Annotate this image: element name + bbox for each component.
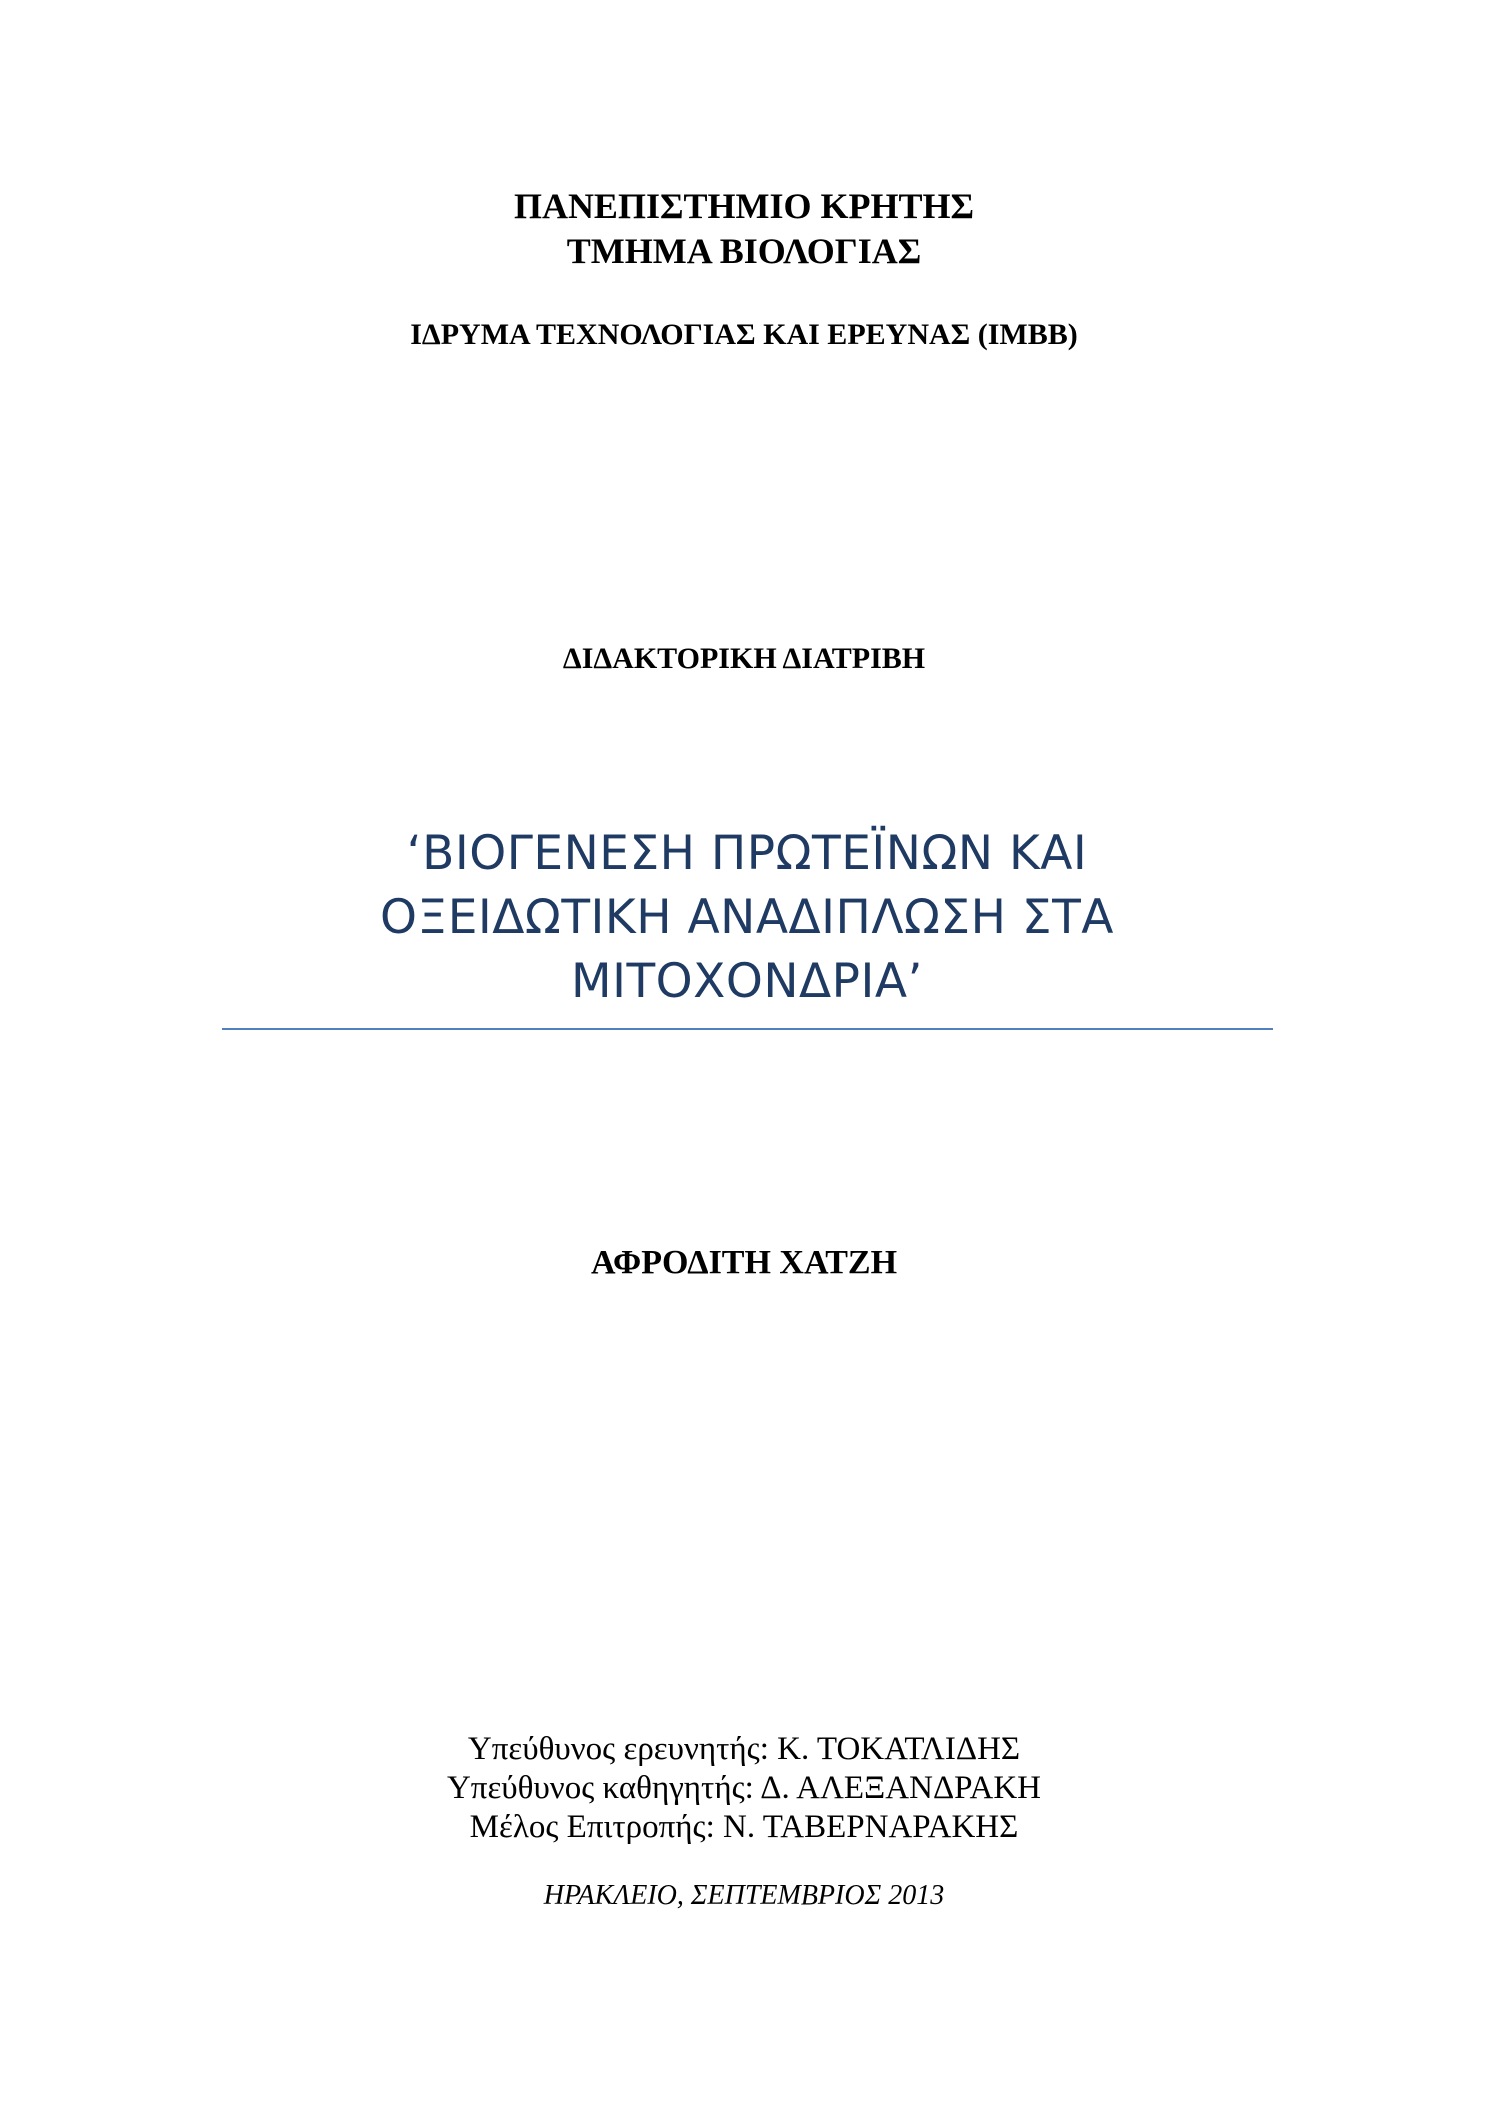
document-type: ΔΙΔΑΚΤΟΡΙΚΗ ΔΙΑΤΡΙΒΗ — [562, 642, 926, 675]
institute-name: ΙΔΡΥΜΑ ΤΕΧΝΟΛΟΓΙΑΣ ΚΑΙ ΕΡΕΥΝΑΣ (IMBB) — [410, 318, 1078, 351]
thesis-title-line-3: ΜΙΤΟΧΟΝΔΡΙΑ’ — [571, 954, 923, 1009]
author-name: ΑΦΡΟΔΙΤΗ ΧΑΤΖΗ — [590, 1244, 898, 1281]
thesis-title-line-1: ‘ΒΙΟΓΕΝΕΣΗ ΠΡΩΤΕΪΝΩΝ ΚΑΙ — [406, 826, 1088, 881]
supervisor-professor: Υπεύθυνος καθηγητής: Δ. ΑΛΕΞΑΝΔΡΑΚΗ — [446, 1770, 1042, 1806]
supervisor-researcher: Υπεύθυνος ερευνητής: Κ. ΤΟΚΑΤΛΙΔΗΣ — [467, 1731, 1021, 1767]
place-and-date: ΗΡΑΚΛΕΙΟ, ΣΕΠΤΕΜΒΡΙΟΣ 2013 — [543, 1880, 945, 1911]
university-name: ΠΑΝΕΠΙΣΤΗΜΙΟ ΚΡΗΤΗΣ — [513, 186, 975, 226]
department-name: ΤΜΗΜΑ ΒΙΟΛΟΓΙΑΣ — [566, 231, 922, 271]
thesis-title — [222, 822, 1272, 1014]
committee-member: Μέλος Επιτροπής: Ν. ΤΑΒΕΡΝΑΡΑΚΗΣ — [469, 1809, 1019, 1845]
title-divider — [222, 1028, 1273, 1030]
thesis-title-line-2: ΟΞΕΙΔΩΤΙΚΗ ΑΝΑΔΙΠΛΩΣΗ ΣΤΑ — [380, 890, 1114, 945]
